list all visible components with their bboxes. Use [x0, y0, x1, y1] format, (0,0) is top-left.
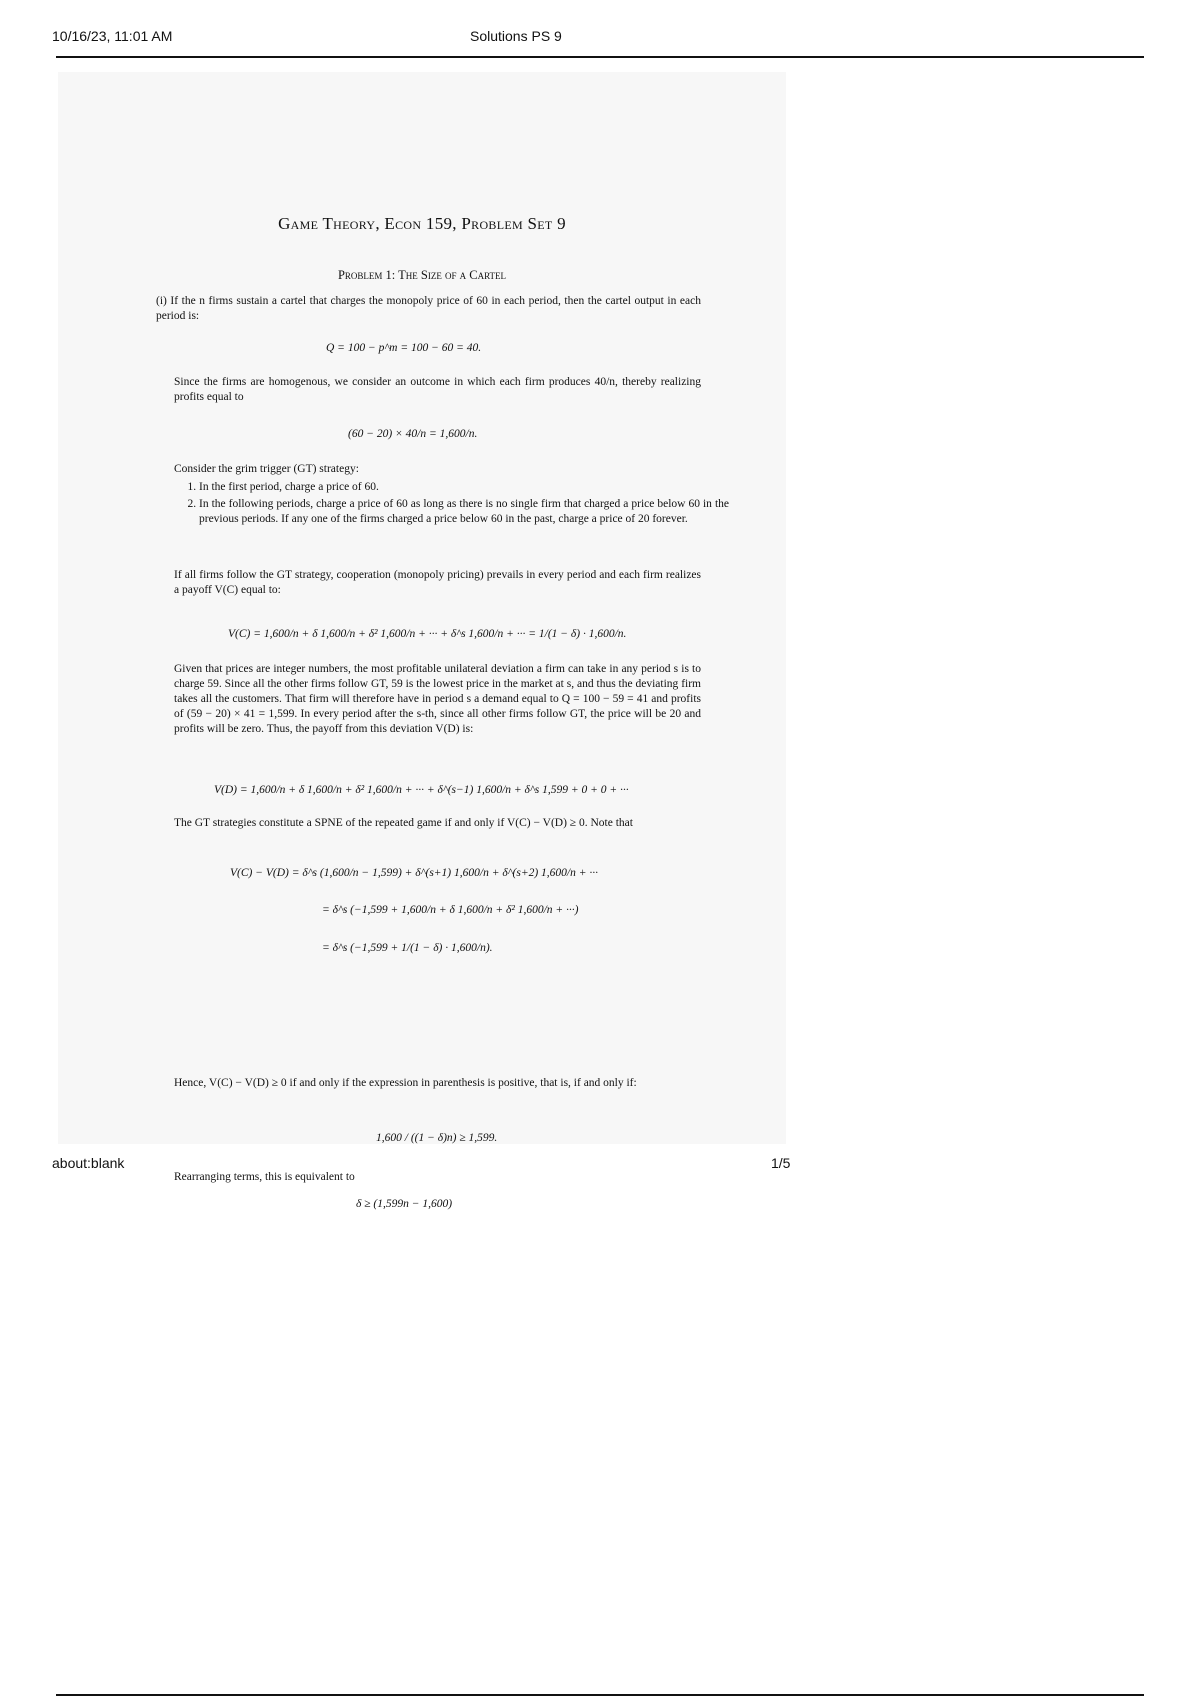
browser-datetime: 10/16/23, 11:01 AM	[52, 28, 173, 44]
paragraph-hence: Hence, V(C) − V(D) ≥ 0 if and only if the expression in parenthesis is positive, that is, if and only if:	[174, 1077, 637, 1089]
paragraph-rearranging: Rearranging terms, this is equivalent to	[174, 1171, 355, 1183]
paragraph-gt-intro: Consider the grim trigger (GT) strategy:	[174, 463, 359, 475]
page-title: Game Theory, Econ 159, Problem Set 9	[278, 214, 566, 233]
equation-profit: (60 − 20) × 40/n = 1,600/n.	[348, 428, 478, 440]
equation-output: Q = 100 − p^m = 100 − 60 = 40.	[326, 342, 482, 354]
page-url: about:blank	[52, 1155, 125, 1171]
equation-difference-line3: = δ^s (−1,599 + 1/(1 − δ) · 1,600/n).	[322, 942, 493, 954]
equation-difference-line1: V(C) − V(D) = δ^s (1,600/n − 1,599) + δ^(s+1) 1,600/n + δ^(s+2) 1,600/n + ···	[230, 867, 599, 879]
footer-rule	[56, 1694, 1144, 1696]
list-item: 2. In the following periods, charge a price of 60 as long as there is no single firm that charged a price below 60 in the previous periods. If any one of the firms charged a price below 60 in the past, charge a price of 20 forever.	[199, 497, 729, 527]
paragraph-spne: The GT strategies constitute a SPNE of the repeated game if and only if V(C) − V(D) ≥ 0. Note that	[174, 817, 633, 829]
paragraph-homogenous: Since the firms are homogenous, we consider an outcome in which each firm produces 40/n, thereby realizing profits equal to	[174, 376, 701, 403]
equation-difference-line2: = δ^s (−1,599 + 1,600/n + δ 1,600/n + δ² 1,600/n + ···)	[322, 904, 579, 916]
equation-vd: V(D) = 1,600/n + δ 1,600/n + δ² 1,600/n + ··· + δ^(s−1) 1,600/n + δ^s 1,599 + 0 + 0 + ···	[214, 784, 629, 796]
paragraph-intro: (i) If the n firms sustain a cartel that charges the monopoly price of 60 in each period, then the cartel output in each period is:	[156, 295, 701, 322]
page-number: 1/5	[771, 1155, 791, 1171]
paragraph-cooperation: If all firms follow the GT strategy, cooperation (monopoly pricing) prevails in every period and each firm realizes a payoff V(C) equal to:	[174, 569, 701, 596]
equation-delta-bound: δ ≥ (1,599n − 1,600)	[356, 1198, 453, 1210]
list-item: 1. In the first period, charge a price of 60.	[199, 480, 729, 495]
equation-condition: 1,600 / ((1 − δ)n) ≥ 1,599.	[376, 1132, 498, 1144]
equation-vc: V(C) = 1,600/n + δ 1,600/n + δ² 1,600/n + ··· + δ^s 1,600/n + ··· = 1/(1 − δ) · 1,600/n.	[228, 628, 627, 640]
gt-strategy-list	[171, 480, 729, 529]
header-rule	[56, 56, 1144, 58]
paragraph-deviation: Given that prices are integer numbers, the most profitable unilateral deviation a firm can take in any period s is to charge 59. Since all the other firms follow GT, 59 is the lowest price in the market at s, and thus the deviating firm takes all the customers. That firm will therefore have in period s a demand equal to Q = 100 − 59 = 41 and profits of (59 − 20) × 41 = 1,599. In every period after the s-th, since all other firms follow GT, the price will be 20 and profits will be zero. Thus, the payoff from this deviation V(D) is:	[174, 663, 701, 735]
section-title: Problem 1: The Size of a Cartel	[337, 268, 507, 282]
browser-doc-title: Solutions PS 9	[470, 28, 562, 44]
